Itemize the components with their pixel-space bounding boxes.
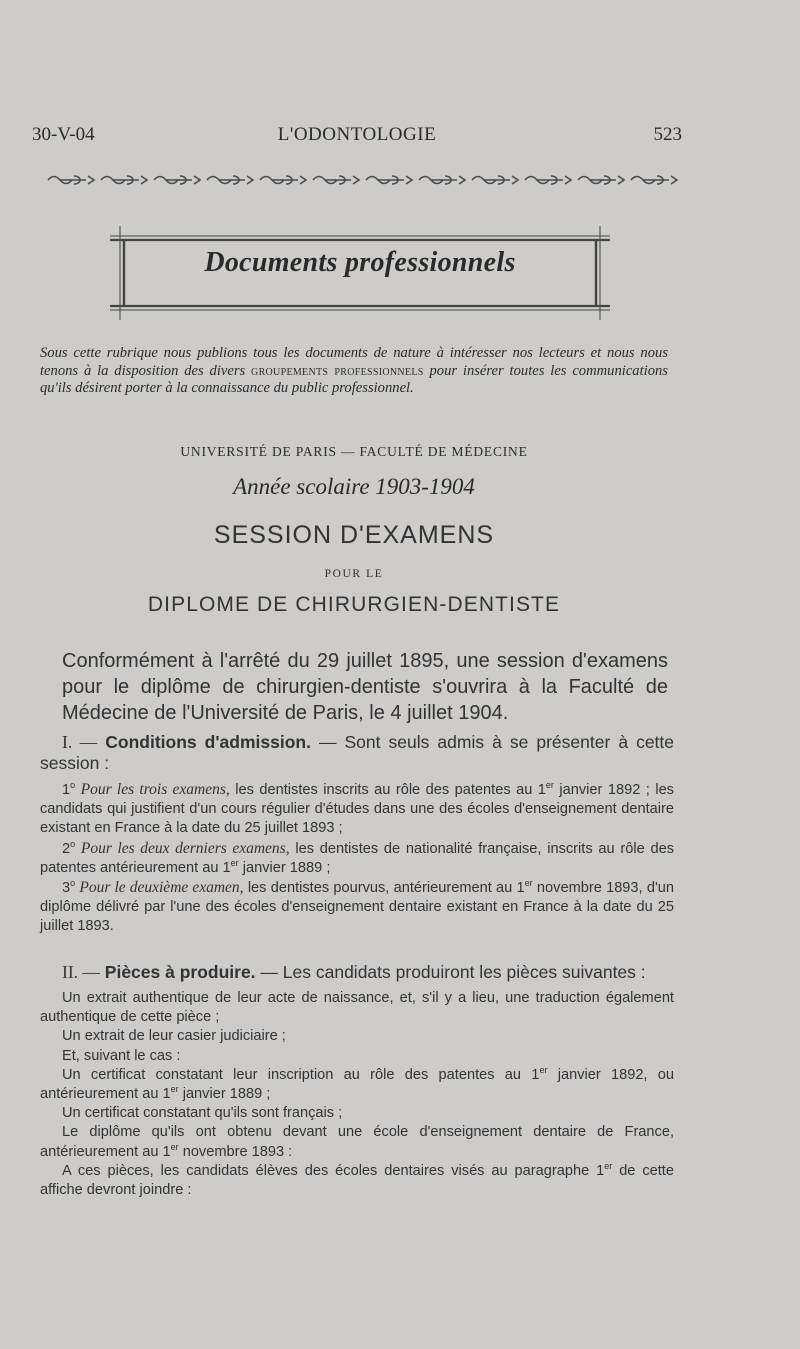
journal-title: L'ODONTOLOGIE — [277, 124, 437, 145]
para-sup: er — [539, 1064, 548, 1075]
section-1-rest: — Sont seuls admis à se présenter à cette session : — [40, 732, 675, 773]
section-2-title: Pièces à produire. — [104, 962, 256, 982]
section-2-para-7 — [40, 1162, 674, 1200]
item-label: Pour le deuxième examen, — [79, 879, 244, 897]
section-1-heading — [40, 732, 674, 774]
item-number-sup: o — [70, 878, 76, 889]
item-number: 1 — [62, 782, 71, 798]
lead-paragraph: Conformément à l'arrêté du 29 juillet 1895, une session d'examens pour le diplôme de chirurgien-dentiste s'ouvrira à la Faculté de Médecine de l'Université de Paris, le 4 juillet 1904. — [62, 650, 668, 724]
section-2-para-4 — [40, 1066, 674, 1104]
intro-paragraph — [40, 345, 668, 398]
item-sup: er — [545, 780, 554, 791]
section-1-numeral: I. — — [62, 732, 98, 752]
section-1-item-3 — [40, 878, 674, 937]
section-2-para-2: Un extrait de leur casier judiciaire ; — [62, 1028, 286, 1045]
item-label: Pour les trois examens, — [80, 781, 230, 798]
page-number: 523 — [653, 124, 682, 145]
item-sup: er — [230, 857, 239, 868]
diploma-heading: DIPLOME DE CHIRURGIEN-DENTISTE — [147, 593, 561, 616]
item-text: janvier 1889 ; — [242, 859, 331, 876]
para-sup: er — [604, 1160, 613, 1171]
university-line: UNIVERSITÉ DE PARIS — FACULTÉ DE MÉDECINE — [180, 444, 528, 459]
session-heading: SESSION D'EXAMENS — [213, 521, 495, 549]
item-text: novembre 1893, d'un diplôme délivré par l'une des écoles d'enseignement dentaire existant en France à la date du 25 juillet 1893. — [40, 880, 674, 935]
section-1-item-1 — [40, 780, 674, 839]
item-text: les dentistes de nationalité française, inscrits au rôle des patentes antérieurement au 1 — [40, 840, 675, 876]
para-text: novembre 1893 : — [182, 1143, 293, 1160]
para-text: de cette affiche devront joindre : — [40, 1162, 674, 1199]
para-sup: er — [170, 1084, 179, 1095]
issue-date: 30-V-04 — [32, 124, 95, 145]
section-2-para-1: Un extrait authentique de leur acte de naissance, et, s'il y a lieu, une traduction également authentique de cette pièce ; — [40, 990, 674, 1026]
item-text: janvier 1892 ; les candidats qui justifient d'un cours régulier d'études dans une des écoles d'enseignement dentaire existant en France à la date du 25 juillet 1893 ; — [40, 782, 674, 837]
item-number: 3 — [62, 880, 71, 897]
section-2-heading — [40, 962, 674, 983]
para-sup: er — [170, 1141, 179, 1152]
item-text: les dentistes inscrits au rôle des patentes au 1 — [235, 782, 546, 798]
item-number-sup: o — [70, 838, 76, 849]
ornament-band-icon — [44, 172, 680, 188]
intro-smallcaps: groupements professionnels — [251, 362, 424, 379]
academic-year: Année scolaire 1903-1904 — [233, 474, 475, 499]
section-2-rest: — Les candidats produiront les pièces suivantes : — [260, 962, 646, 982]
item-text: les dentistes pourvus, antérieurement au 1 — [247, 880, 525, 897]
item-sup: er — [524, 878, 533, 889]
section-2-numeral: II. — — [62, 962, 100, 982]
section-1-title: Conditions d'admission. — [105, 732, 311, 752]
section-1 — [40, 732, 674, 937]
running-head — [32, 124, 682, 150]
pour-le-line: POUR LE — [324, 568, 384, 580]
section-2 — [40, 962, 674, 1200]
intro-text-1: Sous cette rubrique nous publions tous les documents de nature à intéresser nos lecteurs et nous nous tenons à la disposition des divers — [40, 345, 668, 379]
para-text: Le diplôme qu'ils ont obtenu devant une école d'enseignement dentaire de France, antérieurement au 1 — [40, 1124, 674, 1160]
section-title: Documents professionnels — [204, 247, 516, 278]
section-2-para-3: Et, suivant le cas : — [62, 1047, 181, 1064]
para-text: janvier 1892, ou antérieurement au 1 — [40, 1066, 674, 1103]
para-text: janvier 1889 ; — [182, 1086, 271, 1103]
section-1-item-2 — [40, 839, 674, 878]
para-text: Un certificat constatant leur inscription au rôle des patentes au 1 — [62, 1066, 540, 1083]
para-text: A ces pièces, les candidats élèves des écoles dentaires visés au paragraphe 1 — [62, 1162, 605, 1179]
item-number-sup: o — [70, 780, 76, 791]
item-number: 2 — [62, 840, 71, 857]
item-label: Pour les deux derniers examens, — [80, 839, 290, 857]
section-2-para-6 — [40, 1123, 674, 1161]
intro-text-2: pour insérer toutes les communications qu'ils désirent porter à la connaissance du public professionnel. — [40, 362, 668, 396]
section-2-para-5: Un certificat constatant qu'ils sont français ; — [62, 1105, 343, 1122]
